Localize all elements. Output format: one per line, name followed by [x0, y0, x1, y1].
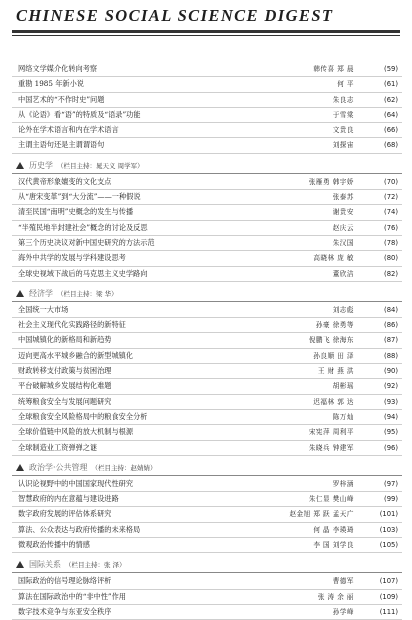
entry-author: 文贵良	[332, 126, 354, 135]
toc-entry[interactable]	[12, 395, 402, 410]
toc-entry[interactable]	[12, 62, 402, 77]
section-name: 国际关系	[29, 560, 61, 570]
entry-page: (66)	[384, 126, 398, 135]
section-hosts: （栏目主持：赵婧婧）	[91, 463, 157, 472]
entry-title: 智慧政府的内在意蕴与建设进路	[18, 494, 119, 504]
toc-entry[interactable]	[12, 251, 402, 266]
entry-title: 中国艺术的“不作时史”问题	[18, 94, 105, 104]
entry-author: 谢贵安	[332, 208, 354, 217]
entry-title: 平台破解城乡发展结构化难题	[18, 381, 112, 391]
toc-entry[interactable]	[12, 175, 402, 190]
entry-title: 微观政治传播中的情感	[18, 540, 90, 550]
entry-title: 从《论语》看“语”的特质及“语录”功能	[18, 109, 141, 119]
entry-author: 倪鹏飞 徐海东	[308, 336, 354, 345]
entry-page: (78)	[384, 238, 398, 247]
entry-page: (99)	[384, 495, 398, 504]
entry-page: (90)	[384, 367, 398, 376]
entry-author: 韩传喜 郑 晨	[313, 65, 354, 73]
section-triangle-icon	[16, 290, 24, 297]
entry-page: (97)	[384, 479, 398, 488]
toc-entry[interactable]	[12, 77, 402, 92]
table-of-contents	[12, 62, 402, 620]
entry-author: 董欣洁	[332, 269, 354, 278]
masthead-rule-thin	[12, 35, 400, 36]
entry-author: 朱晓兵 钟建军	[308, 443, 354, 452]
toc-section	[12, 62, 402, 154]
section-triangle-icon	[16, 561, 24, 568]
entry-author: 朱良志	[332, 95, 354, 104]
entry-title: 清至民国“南明”史概念的发生与传播	[18, 207, 134, 217]
entry-author: 曹德军	[332, 577, 354, 586]
entry-page: (107)	[379, 577, 398, 586]
section-rule	[12, 301, 402, 302]
entry-page: (62)	[384, 95, 398, 104]
entry-page: (92)	[384, 382, 398, 391]
toc-entry[interactable]	[12, 138, 402, 153]
section-hosts: （栏目主持：晁天义 周学军）	[57, 161, 144, 170]
entry-author: 朱汉国	[332, 238, 354, 247]
entry-author: 张 涛 余 丽	[317, 592, 354, 601]
entry-author: 于雪棠	[332, 110, 354, 119]
entry-page: (94)	[384, 412, 398, 421]
toc-section	[12, 158, 402, 282]
entry-page: (101)	[379, 510, 398, 519]
section-heading	[12, 158, 402, 174]
entry-page: (109)	[379, 592, 398, 601]
entry-page: (95)	[384, 428, 398, 437]
toc-entry[interactable]	[12, 123, 402, 138]
entry-title: “半殖民地半封建社会”概念的讨论及反思	[18, 222, 148, 232]
entry-title: 论外在学术语言和内在学术语言	[18, 125, 119, 135]
entry-title: 全球史视域下战后的马克思主义史学路向	[18, 268, 148, 278]
section-name: 经济学	[29, 288, 53, 298]
toc-entry[interactable]	[12, 303, 402, 318]
entry-page: (87)	[384, 336, 398, 345]
entry-author: 何 平	[337, 80, 354, 89]
toc-section	[12, 286, 402, 456]
entry-author: 陈万灿	[332, 412, 354, 421]
toc-entry[interactable]	[12, 93, 402, 108]
entry-title: 主谓主语句还是主谓谓语句	[18, 140, 105, 150]
section-rule	[12, 475, 402, 476]
entry-page: (64)	[384, 110, 398, 119]
entry-page: (111)	[379, 607, 398, 616]
masthead	[0, 0, 412, 48]
entry-author: 高晓林 庞 敏	[313, 254, 354, 263]
entry-title: 全球制造业工资弹弹之谜	[18, 442, 98, 452]
toc-entry[interactable]	[12, 349, 402, 364]
section-rule	[12, 173, 402, 174]
entry-author: 张雁勇 韩宇娇	[308, 177, 354, 186]
entry-page: (82)	[384, 269, 398, 278]
entry-author: 孙良顺 田 泽	[313, 351, 354, 360]
section-rule	[12, 572, 402, 573]
entry-author: 朱仁显 樊山峰	[308, 495, 354, 504]
entry-title: 从“唐宋变革”到“大分流”——一种假说	[18, 192, 141, 202]
toc-entry[interactable]	[12, 590, 402, 605]
toc-entry[interactable]	[12, 318, 402, 333]
entry-page: (68)	[384, 141, 398, 150]
entry-page: (80)	[384, 254, 398, 263]
section-triangle-icon	[16, 162, 24, 169]
toc-entry[interactable]	[12, 605, 402, 620]
entry-page: (86)	[384, 321, 398, 330]
entry-author: 迟福林 郭 达	[313, 397, 354, 406]
entry-title: 算法在国际政治中的“非中性”作用	[18, 591, 126, 601]
section-hosts: （栏目主持：张 泽）	[65, 561, 126, 570]
entry-author: 李 国 刘学良	[313, 541, 354, 550]
toc-entry[interactable]	[12, 523, 402, 538]
entry-page: (105)	[379, 541, 398, 550]
entry-title: 第三个历史决议对新中国史研究的方法示范	[18, 237, 155, 247]
entry-title: 全球价值链中风险的放大机制与根源	[18, 427, 134, 437]
entry-page: (61)	[384, 80, 398, 89]
entry-title: 社会主义现代化实践路径的新特征	[18, 320, 126, 330]
entry-author: 孙豪 徐勇等	[315, 321, 354, 330]
entry-page: (59)	[384, 65, 398, 73]
toc-entry[interactable]	[12, 492, 402, 507]
entry-author: 赵金旭 郑 跃 孟天广	[289, 510, 354, 519]
entry-page: (76)	[384, 223, 398, 232]
toc-entry[interactable]	[12, 507, 402, 522]
section-hosts: （栏目主持：梁 华）	[57, 289, 118, 298]
entry-page: (70)	[384, 177, 398, 186]
toc-entry[interactable]	[12, 425, 402, 440]
section-heading	[12, 557, 402, 573]
toc-entry[interactable]	[12, 441, 402, 456]
toc-entry[interactable]	[12, 410, 402, 425]
entry-page: (103)	[379, 525, 398, 534]
section-name: 历史学	[29, 160, 53, 170]
entry-author: 赵庆云	[332, 223, 354, 232]
entry-title: 数字政府发展的评估体系研究	[18, 509, 112, 519]
entry-author: 刘志彪	[332, 305, 354, 314]
toc-entry[interactable]	[12, 205, 402, 220]
entry-title: 中国城镇化的新格局和新趋势	[18, 335, 112, 345]
toc-section	[12, 460, 402, 553]
entry-title: 数字技术竞争与东亚安全秩序	[18, 606, 112, 616]
entry-title: 统筹粮食安全与发展问题研究	[18, 396, 112, 406]
entry-page: (72)	[384, 193, 398, 202]
entry-title: 迈向更高水平城乡融合的新型城镇化	[18, 350, 134, 360]
entry-title: 重勘 1985 年新小说	[18, 79, 84, 89]
entry-author: 罗梓涵	[332, 479, 354, 488]
entry-title: 国际政治的信号理论脉络评析	[18, 576, 112, 586]
entry-title: 财政转移支付政策与贫困治理	[18, 366, 112, 376]
masthead-rule-thick	[12, 30, 400, 33]
toc-entry[interactable]	[12, 236, 402, 251]
entry-title: 算法、公众表达与政府传播的未来格局	[18, 524, 141, 534]
entry-author: 胡彬瑶	[332, 382, 354, 391]
toc-section	[12, 557, 402, 620]
entry-page: (88)	[384, 351, 398, 360]
entry-author: 宋宪萍 周利平	[308, 428, 354, 437]
toc-entry[interactable]	[12, 190, 402, 205]
section-heading	[12, 460, 402, 476]
entry-title: 全国统一大市场	[18, 304, 69, 314]
toc-entry[interactable]	[12, 333, 402, 348]
entry-author: 张泰苏	[332, 193, 354, 202]
section-heading	[12, 286, 402, 302]
toc-entry[interactable]	[12, 267, 402, 282]
toc-entry[interactable]	[12, 379, 402, 394]
entry-author: 何 晶 李瑛琦	[313, 525, 354, 534]
section-name: 政治学·公共管理	[29, 462, 88, 472]
journal-title: CHINESE SOCIAL SCIENCE DIGEST	[16, 6, 334, 25]
entry-page: (84)	[384, 305, 398, 314]
toc-entry[interactable]	[12, 108, 402, 123]
entry-page: (96)	[384, 443, 398, 452]
entry-title: 海外中共学的发展与学科建设思考	[18, 253, 126, 263]
entry-author: 刘探宙	[332, 141, 354, 150]
toc-entry[interactable]	[12, 364, 402, 379]
toc-entry[interactable]	[12, 477, 402, 492]
entry-title: 认识论视野中的中国国家现代性研究	[18, 478, 134, 488]
toc-entry[interactable]	[12, 221, 402, 236]
entry-title: 网络文学媒介化转向考察	[18, 64, 98, 73]
entry-author: 孙学峰	[332, 607, 354, 616]
entry-title: 汉代黄帝形象嬗变的文化支点	[18, 176, 112, 186]
entry-page: (93)	[384, 397, 398, 406]
toc-entry[interactable]	[12, 574, 402, 589]
entry-page: (74)	[384, 208, 398, 217]
entry-title: 全球粮食安全风险格局中的粮食安全分析	[18, 411, 148, 421]
section-triangle-icon	[16, 464, 24, 471]
toc-entry[interactable]	[12, 538, 402, 553]
entry-author: 王 财 燕 洪	[317, 367, 354, 376]
